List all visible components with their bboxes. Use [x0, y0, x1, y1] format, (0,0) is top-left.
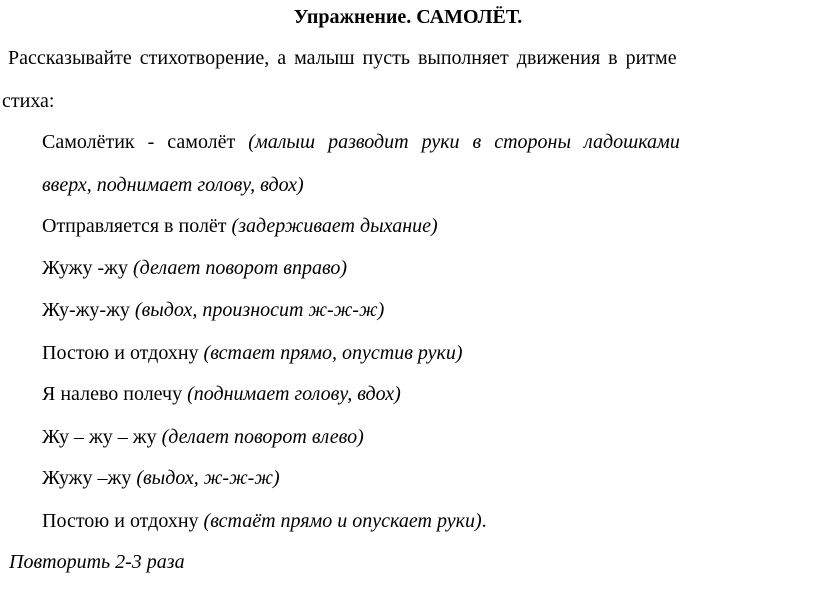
verse-2: [42, 212, 438, 240]
verse-9-action: (встаёт прямо и опускает руки): [203, 510, 482, 532]
verse-2-text: Отправляется в полёт: [42, 215, 227, 237]
verse-4-text: Жу-жу-жу: [42, 299, 130, 321]
verse-3-text: Жужу -жу: [42, 257, 128, 279]
verse-8: [42, 464, 280, 492]
verse-8-text: Жужу –жу: [42, 467, 132, 489]
verse-5: [42, 339, 463, 367]
verse-5-action: (встает прямо, опустив руки): [203, 342, 463, 364]
verse-1-continued: [42, 171, 304, 199]
verse-1: [42, 128, 680, 156]
verse-3: [42, 254, 347, 282]
verse-9-text: Постою и отдохну: [42, 510, 199, 532]
verse-7-action: (делает поворот влево): [161, 426, 364, 448]
intro-line-2: стиха:: [2, 90, 55, 112]
verse-6: [42, 380, 401, 408]
repeat-instruction: Повторить 2-3 раза: [9, 551, 185, 573]
intro-line-1: Рассказывайте стихотворение, а малыш пусть выполняет движения в ритме: [8, 47, 677, 69]
verse-2-action: (задерживает дыхание): [231, 215, 438, 237]
verse-9: [42, 507, 487, 535]
verse-4-action: (выдох, произносит ж-ж-ж): [134, 299, 385, 321]
verse-8-action: (выдох, ж-ж-ж): [136, 467, 280, 489]
verse-3-action: (делает поворот вправо): [132, 257, 348, 279]
verse-1-action-cont: вверх, поднимает голову, вдох): [42, 174, 304, 196]
verse-1-text: Самолётик - самолёт: [42, 131, 236, 153]
verse-6-action: (поднимает голову, вдох): [187, 383, 401, 405]
verse-1-action: (малыш разводит руки в стороны ладошками: [248, 131, 680, 153]
verse-7: [42, 423, 364, 451]
verse-5-text: Постою и отдохну: [42, 342, 199, 364]
verse-9-trailing-period: .: [481, 510, 487, 532]
verse-4: [42, 296, 384, 324]
verse-6-text: Я налево полечу: [42, 383, 183, 405]
verse-7-text: Жу – жу – жу: [42, 426, 157, 448]
exercise-title: Упражнение. САМОЛЁТ.: [293, 6, 523, 28]
